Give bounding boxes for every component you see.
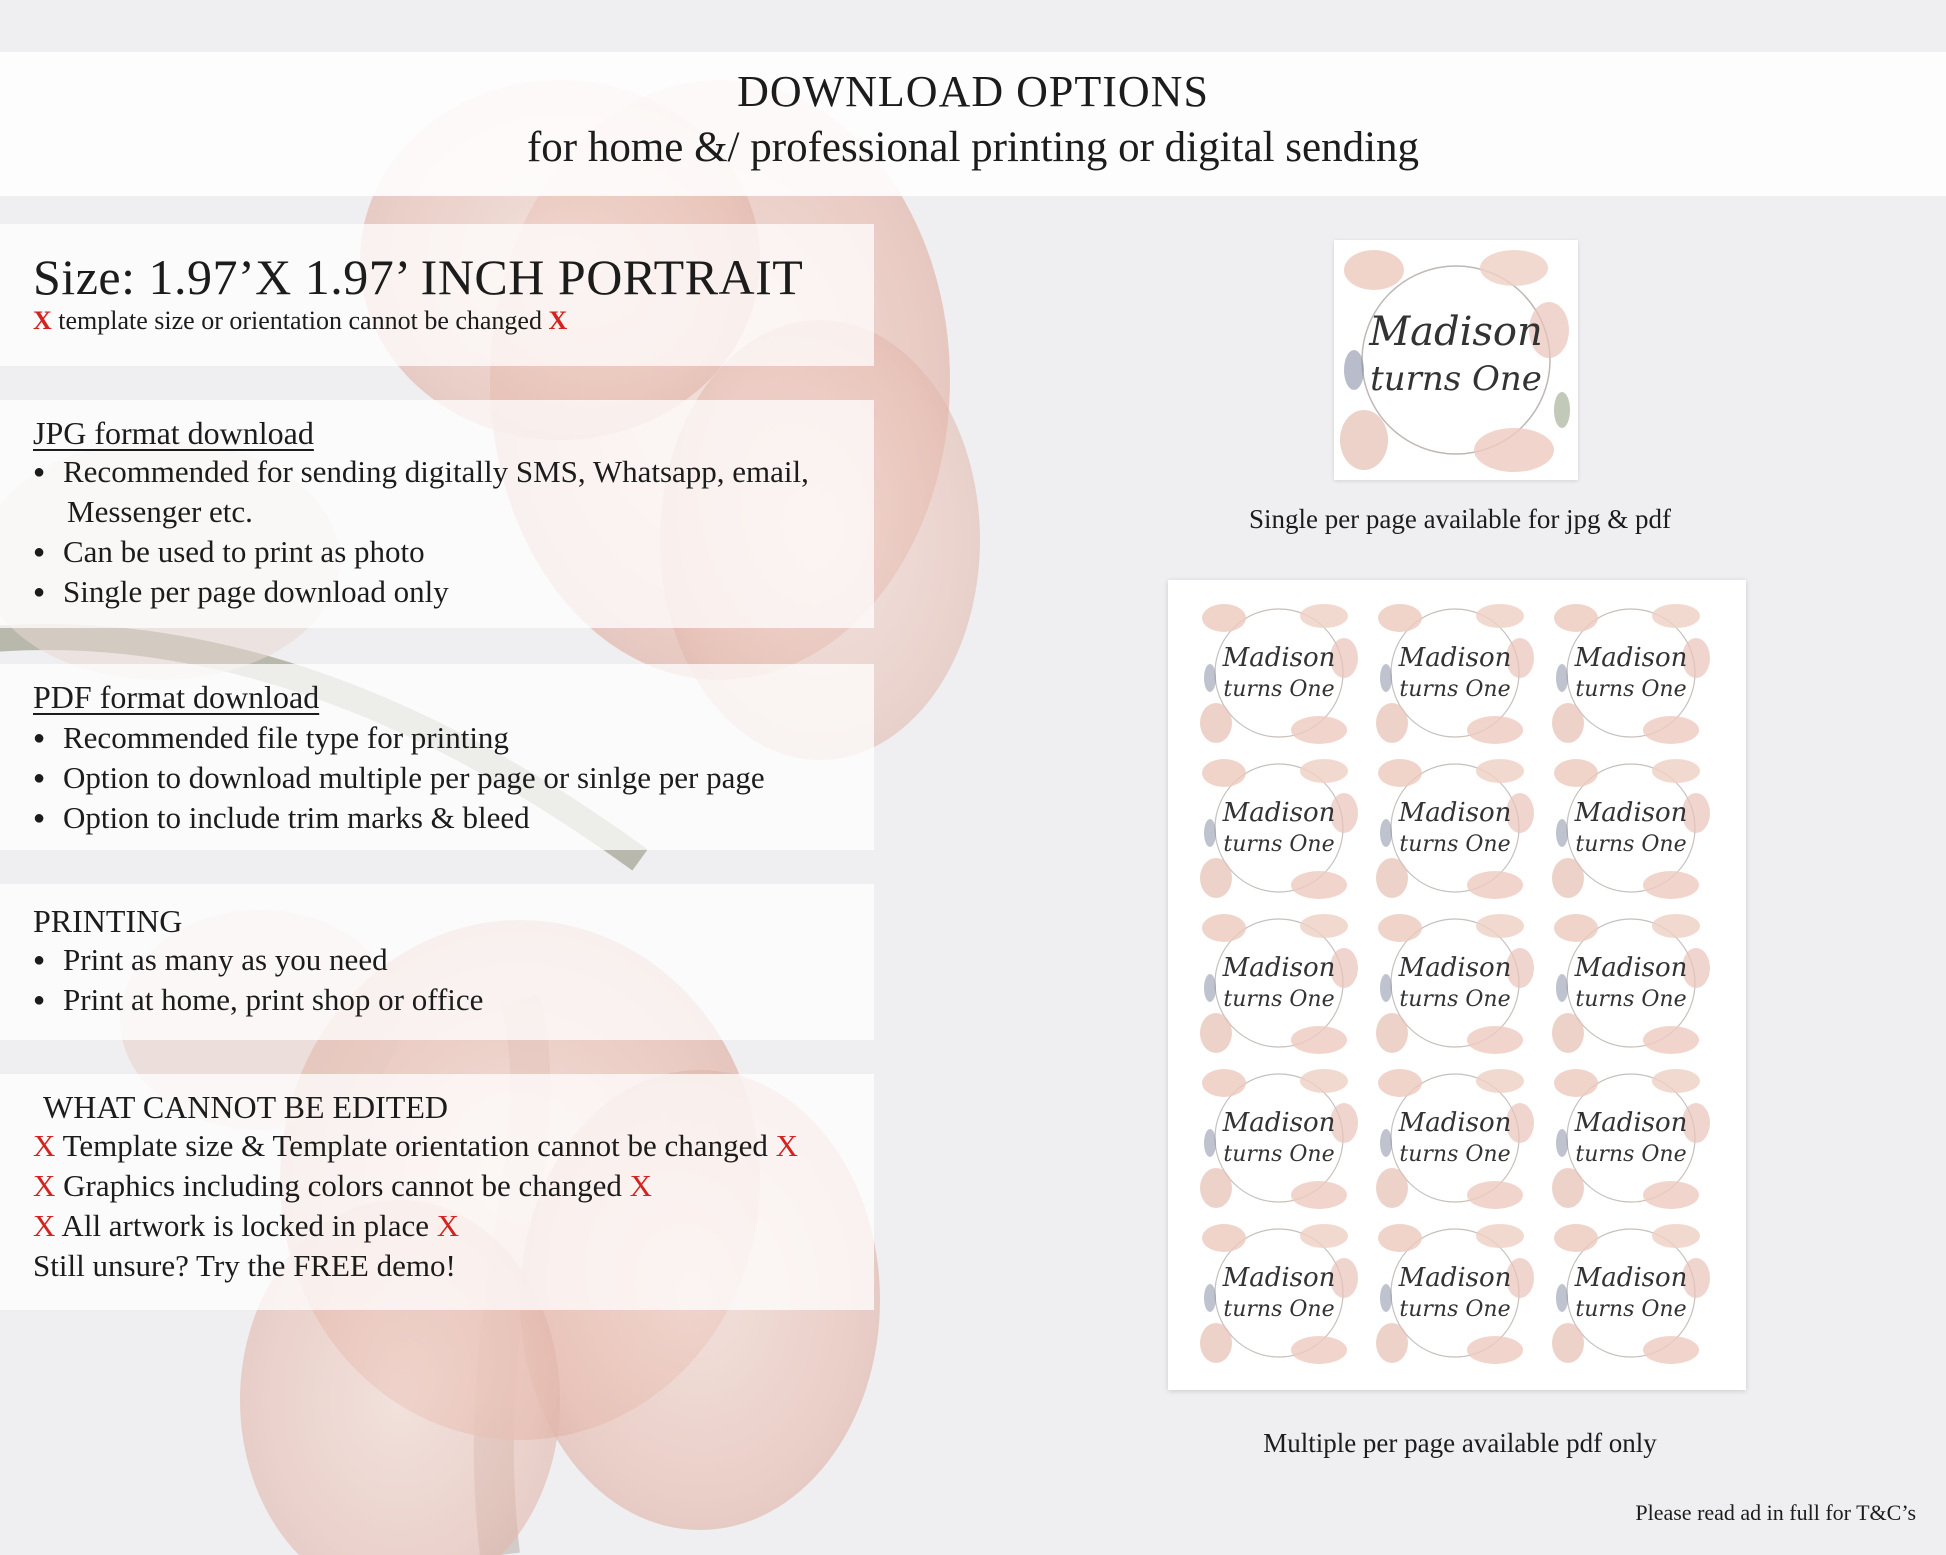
sticker-name-text: Madison xyxy=(1574,1263,1688,1293)
sticker-subtitle-text: turns One xyxy=(1223,832,1335,857)
sticker-subtitle-text: turns One xyxy=(1575,1142,1687,1167)
edit-restriction-line: X Template size & Template orientation cannot be changed X xyxy=(33,1128,798,1163)
sheet-sticker xyxy=(1194,753,1364,903)
red-x-icon: X xyxy=(436,1208,460,1243)
sticker-subtitle-text: turns One xyxy=(1223,1142,1335,1167)
multiple-caption: Multiple per page available pdf only xyxy=(1263,1428,1657,1458)
sticker-name-text: Madison xyxy=(1222,643,1336,673)
list-item: ● Option to download multiple per page or sinlge per page xyxy=(33,758,874,798)
pdf-heading: PDF format download xyxy=(33,679,320,715)
sticker-subtitle-text: turns One xyxy=(1399,677,1511,702)
sheet-sticker xyxy=(1370,1218,1540,1368)
sheet-sticker xyxy=(1546,1063,1716,1213)
sticker-subtitle-text: turns One xyxy=(1575,832,1687,857)
list-item: ● Option to include trim marks & bleed xyxy=(33,798,874,838)
page-title: DOWNLOAD OPTIONS xyxy=(737,67,1209,116)
header-banner xyxy=(0,52,1946,196)
printing-heading: PRINTING xyxy=(33,903,183,939)
list-item: ● Single per page download only xyxy=(33,572,874,612)
sticker-name-text: Madison xyxy=(1369,309,1543,355)
sticker-subtitle-text: turns One xyxy=(1399,1297,1511,1322)
list-item: ● Print as many as you need xyxy=(33,940,874,980)
edit-restriction-line: X Graphics including colors cannot be changed X xyxy=(33,1168,652,1203)
sheet-sticker xyxy=(1370,598,1540,748)
page-subtitle: for home &/ professional printing or digital sending xyxy=(526,124,1420,171)
size-title: Size: 1.97’X 1.97’ INCH PORTRAIT xyxy=(33,249,804,305)
sheet-sticker xyxy=(1546,753,1716,903)
red-x-icon: X xyxy=(775,1128,798,1163)
printing-panel xyxy=(0,884,874,1040)
sheet-sticker xyxy=(1194,908,1364,1058)
sheet-sticker xyxy=(1194,1063,1364,1213)
sticker-subtitle-text: turns One xyxy=(1223,1297,1335,1322)
jpg-heading: JPG format download xyxy=(33,415,314,451)
sticker-subtitle-text: turns One xyxy=(1575,1297,1687,1322)
list-item: ● Recommended for sending digitally SMS, Whatsapp, email, xyxy=(33,452,874,492)
cannot-edit-panel xyxy=(0,1074,874,1310)
multiple-sticker-sheet-preview xyxy=(1168,580,1746,1390)
red-x-icon: X xyxy=(33,1128,56,1163)
red-x-icon: X xyxy=(33,1208,56,1243)
sticker-name-text: Madison xyxy=(1574,798,1688,828)
list-item: ● Can be used to print as photo xyxy=(33,532,874,572)
red-x-icon: X xyxy=(629,1168,652,1203)
sticker-graphic xyxy=(1334,240,1578,480)
red-x-icon: X xyxy=(548,306,568,335)
pdf-panel xyxy=(0,664,874,850)
single-sticker-preview xyxy=(1334,240,1578,480)
red-x-icon: X xyxy=(33,1168,56,1203)
sheet-sticker xyxy=(1546,598,1716,748)
sticker-subtitle-text: turns One xyxy=(1223,987,1335,1012)
size-panel xyxy=(0,224,874,366)
sticker-name-text: Madison xyxy=(1574,953,1688,983)
red-x-icon: X xyxy=(33,306,52,335)
sticker-name-text: Madison xyxy=(1398,1108,1512,1138)
sticker-name-text: Madison xyxy=(1398,953,1512,983)
sticker-subtitle-text: turns One xyxy=(1575,987,1687,1012)
sticker-subtitle-text: turns One xyxy=(1399,832,1511,857)
sticker-name-text: Madison xyxy=(1398,798,1512,828)
sheet-sticker xyxy=(1370,753,1540,903)
jpg-panel xyxy=(0,400,874,628)
sticker-name-text: Madison xyxy=(1222,798,1336,828)
sticker-name-text: Madison xyxy=(1574,1108,1688,1138)
sheet-sticker xyxy=(1370,908,1540,1058)
sticker-subtitle-text: turns One xyxy=(1370,359,1542,399)
sticker-name-text: Madison xyxy=(1398,643,1512,673)
sheet-sticker xyxy=(1370,1063,1540,1213)
sheet-sticker xyxy=(1194,1218,1364,1368)
sticker-subtitle-text: turns One xyxy=(1399,1142,1511,1167)
sticker-name-text: Madison xyxy=(1222,1108,1336,1138)
sticker-subtitle-text: turns One xyxy=(1399,987,1511,1012)
sticker-name-text: Madison xyxy=(1222,1263,1336,1293)
list-item: ● Print at home, print shop or office xyxy=(33,980,874,1020)
sticker-name-text: Madison xyxy=(1574,643,1688,673)
sheet-sticker xyxy=(1546,1218,1716,1368)
list-item-continuation: Messenger etc. xyxy=(67,494,253,529)
sticker-name-text: Madison xyxy=(1398,1263,1512,1293)
edit-restriction-line: X All artwork is locked in place X xyxy=(33,1208,460,1243)
sticker-name-text: Madison xyxy=(1222,953,1336,983)
sticker-subtitle-text: turns One xyxy=(1575,677,1687,702)
list-item: ● Recommended file type for printing xyxy=(33,718,874,758)
sheet-sticker xyxy=(1546,908,1716,1058)
sticker-subtitle-text: turns One xyxy=(1223,677,1335,702)
demo-line: Still unsure? Try the FREE demo! xyxy=(33,1248,456,1283)
terms-note: Please read ad in full for T&C’s xyxy=(1635,1500,1916,1525)
sheet-sticker xyxy=(1194,598,1364,748)
size-note-text: template size or orientation cannot be changed xyxy=(58,306,542,335)
single-caption: Single per page available for jpg & pdf xyxy=(1248,504,1672,534)
cannot-edit-heading: WHAT CANNOT BE EDITED xyxy=(43,1089,448,1125)
size-note xyxy=(33,306,874,336)
